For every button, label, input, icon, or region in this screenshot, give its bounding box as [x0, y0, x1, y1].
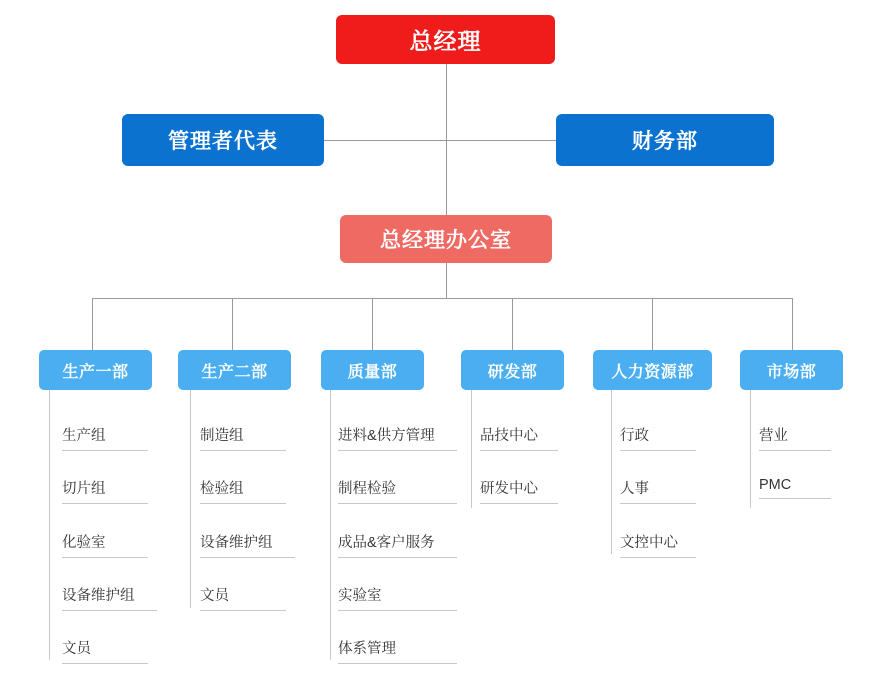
- dept-leafline-3: [471, 390, 472, 508]
- leaf-0-4[interactable]: 文员: [62, 637, 148, 664]
- dept-node-3[interactable]: 研发部: [461, 350, 564, 390]
- connector-drop-3: [372, 298, 373, 350]
- connector-drop-4: [512, 298, 513, 350]
- leaf-0-2[interactable]: 化验室: [62, 531, 148, 558]
- leaf-3-1[interactable]: 研发中心: [480, 477, 558, 504]
- dept-leafline-5: [750, 390, 751, 508]
- dept-node-2[interactable]: 质量部: [321, 350, 424, 390]
- dept-leafline-1: [190, 390, 191, 608]
- leaf-5-1[interactable]: PMC: [759, 477, 831, 499]
- leaf-2-4[interactable]: 体系管理: [338, 637, 457, 664]
- leaf-2-1[interactable]: 制程检验: [338, 477, 457, 504]
- dept-node-4[interactable]: 人力资源部: [593, 350, 712, 390]
- dept-node-1[interactable]: 生产二部: [178, 350, 291, 390]
- connector-side-horizontal: [323, 140, 558, 141]
- connector-drop-5: [652, 298, 653, 350]
- node-gm-office[interactable]: 总经理办公室: [340, 215, 552, 263]
- leaf-3-0[interactable]: 品技中心: [480, 424, 558, 451]
- node-general-manager[interactable]: 总经理: [336, 15, 555, 64]
- dept-node-5[interactable]: 市场部: [740, 350, 843, 390]
- node-finance-department[interactable]: 财务部: [556, 114, 774, 166]
- connector-dept-bar: [92, 298, 792, 299]
- connector-drop-1: [92, 298, 93, 350]
- leaf-1-0[interactable]: 制造组: [200, 424, 286, 451]
- leaf-2-3[interactable]: 实验室: [338, 584, 457, 611]
- leaf-4-0[interactable]: 行政: [620, 424, 696, 451]
- dept-leafline-2: [330, 390, 331, 660]
- node-management-representative[interactable]: 管理者代表: [122, 114, 324, 166]
- dept-node-0[interactable]: 生产一部: [39, 350, 152, 390]
- connector-office-vertical: [446, 263, 447, 298]
- leaf-4-2[interactable]: 文控中心: [620, 531, 696, 558]
- leaf-0-3[interactable]: 设备维护组: [62, 584, 157, 611]
- leaf-1-3[interactable]: 文员: [200, 584, 286, 611]
- leaf-2-0[interactable]: 进料&供方管理: [338, 424, 457, 451]
- connector-drop-2: [232, 298, 233, 350]
- leaf-2-2[interactable]: 成品&客户服务: [338, 531, 457, 558]
- dept-leafline-0: [49, 390, 50, 660]
- leaf-5-0[interactable]: 营业: [759, 424, 831, 451]
- leaf-4-1[interactable]: 人事: [620, 477, 696, 504]
- leaf-0-0[interactable]: 生产组: [62, 424, 148, 451]
- connector-drop-6: [792, 298, 793, 350]
- leaf-1-2[interactable]: 设备维护组: [200, 531, 295, 558]
- leaf-1-1[interactable]: 检验组: [200, 477, 286, 504]
- leaf-0-1[interactable]: 切片组: [62, 477, 148, 504]
- dept-leafline-4: [611, 390, 612, 554]
